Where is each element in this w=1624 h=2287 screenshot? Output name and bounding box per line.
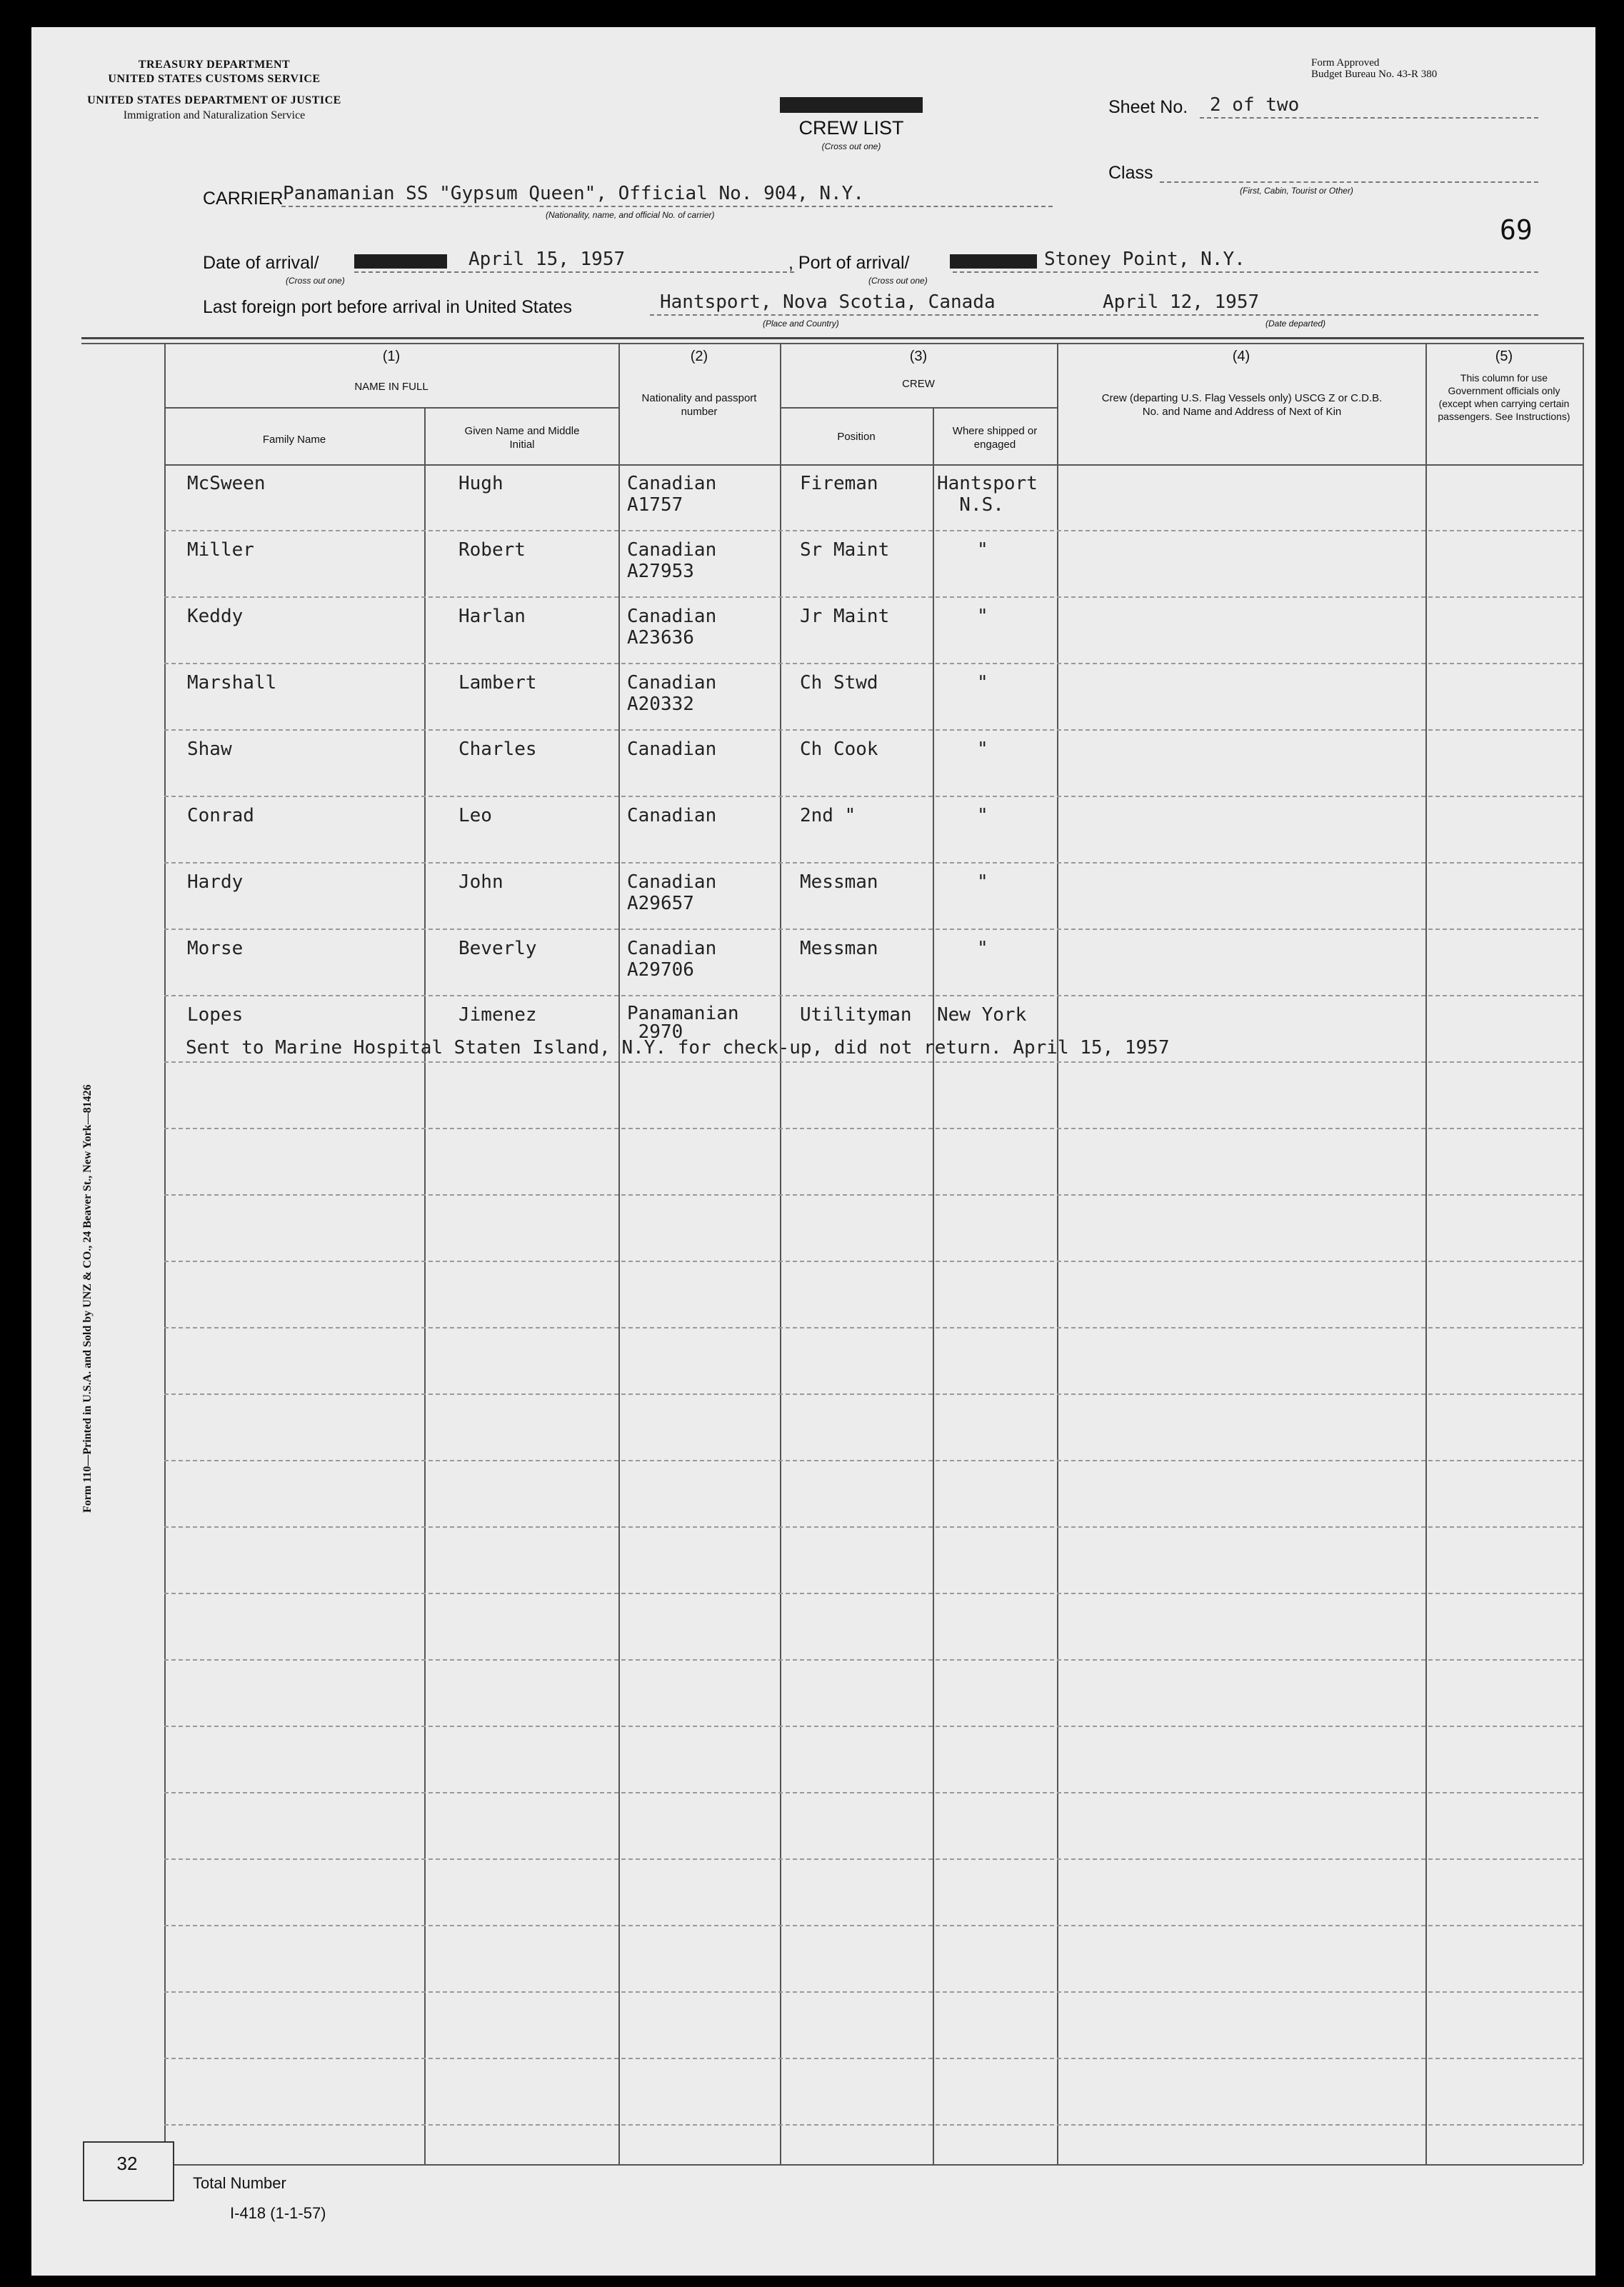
row1-shipped: Hantsport N.S. [937,473,1038,516]
date-value: April 15, 1957 [468,249,626,270]
col3-title: CREW [902,378,935,390]
row3-given: Harlan [458,606,526,627]
row3-position: Jr Maint [800,606,890,627]
crossed-out-title [780,97,923,113]
class-note: (First, Cabin, Tourist or Other) [1240,186,1353,196]
row5-shipped: " [977,739,988,760]
lastport-value: Hantsport, Nova Scotia, Canada [660,291,996,313]
row9-given: Jimenez [458,1004,537,1026]
sheet-label: Sheet No. [1108,97,1188,117]
row4-position: Ch Stwd [800,672,878,694]
form-title: CREW LIST [798,117,904,139]
row6-family: Conrad [187,805,254,826]
crossed-out-port-word [950,254,1037,269]
col5-title: This column for use Government officials only (except when carrying certain passengers. See Instructions) [1438,372,1570,422]
form-approved: Form Approved [1311,57,1380,69]
row8-position: Messman [800,938,878,959]
side-printer-text: Form 110—Printed in U.S.A. and Sold by UNZ & CO., 24 Beaver St., New York—81426 [81,1084,94,1513]
col4-title: Crew (departing U.S. Flag Vessels only) USCG Z or C.D.B. No. and Name and Address of Next of Kin [1101,392,1383,418]
col3-number: (3) [909,349,928,364]
row7-shipped: " [977,871,988,893]
row6-nationality: Canadian [627,805,717,826]
row8-nationality: Canadian A29706 [627,938,717,981]
row1-family: McSween [187,473,266,494]
departed-value: April 12, 1957 [1103,291,1260,313]
row5-position: Ch Cook [800,739,878,760]
row9-shipped: New York [937,1004,1027,1026]
total-label: Total Number [193,2174,286,2192]
row2-nationality: Canadian A27953 [627,539,717,582]
form-code: I-418 (1-1-57) [230,2204,326,2222]
date-label: Date of arrival/ [203,253,319,273]
row6-given: Leo [458,805,492,826]
row7-position: Messman [800,871,878,893]
carrier-note: (Nationality, name, and official No. of carrier) [546,210,715,220]
row9-family: Lopes [187,1004,244,1026]
agency-justice: UNITED STATES DEPARTMENT OF JUSTICE [87,94,341,106]
departed-note: (Date departed) [1265,319,1326,329]
total-value: 32 [116,2153,138,2174]
row1-position: Fireman [800,473,878,494]
remark-note: Sent to Marine Hospital Staten Island, N.Y. for check-up, did not return. April 15, 1957 [186,1037,1170,1059]
row5-nationality: Canadian [627,739,717,760]
port-note: (Cross out one) [868,276,928,286]
row8-shipped: " [977,938,988,959]
crew-list-form [31,27,1595,2276]
agency-ins: Immigration and Naturalization Service [123,109,306,121]
row7-given: John [458,871,503,893]
row1-nationality: Canadian A1757 [627,473,717,516]
col2-title: Nationality and passport number [641,392,757,418]
col2-number: (2) [690,349,708,364]
agency-treasury: TREASURY DEPARTMENT [138,59,291,71]
col-where-shipped: Where shipped or engaged [952,425,1038,451]
title-note: (Cross out one) [821,141,881,151]
sheet-value: 2 of two [1210,94,1300,116]
row2-family: Miller [187,539,254,561]
row8-given: Beverly [458,938,537,959]
row8-family: Morse [187,938,244,959]
row6-shipped: " [977,805,988,826]
row9-nationality: Panamanian 2970 [627,1003,739,1043]
port-value: Stoney Point, N.Y. [1044,249,1245,270]
row3-family: Keddy [187,606,244,627]
row5-family: Shaw [187,739,232,760]
carrier-value: Panamanian SS "Gypsum Queen", Official No. 904, N.Y. [283,183,864,204]
row4-family: Marshall [187,672,277,694]
row1-given: Hugh [458,473,503,494]
row2-shipped: " [977,539,988,561]
row7-family: Hardy [187,871,244,893]
col-family-name: Family Name [262,434,326,446]
col-position: Position [837,431,876,443]
lastport-label: Last foreign port before arrival in United States [203,297,572,317]
page-number: 69 [1500,214,1533,246]
row4-nationality: Canadian A20332 [627,672,717,715]
row2-given: Robert [458,539,526,561]
row3-nationality: Canadian A23636 [627,606,717,649]
date-note: (Cross out one) [286,276,345,286]
row6-position: 2nd " [800,805,856,826]
carrier-label: CARRIER [203,189,284,209]
port-label: , Port of arrival/ [788,253,910,273]
row5-given: Charles [458,739,537,760]
col1-title: NAME IN FULL [354,381,428,393]
row3-shipped: " [977,606,988,627]
row2-position: Sr Maint [800,539,890,561]
budget-bureau: Budget Bureau No. 43-R 380 [1311,69,1438,80]
col-given-name: Given Name and Middle Initial [464,425,580,451]
row4-shipped: " [977,672,988,694]
agency-customs: UNITED STATES CUSTOMS SERVICE [108,73,321,85]
row7-nationality: Canadian A29657 [627,871,717,914]
col5-number: (5) [1495,349,1513,364]
row9-position: Utilityman [800,1004,912,1026]
crossed-out-date-word [354,254,447,269]
col4-number: (4) [1232,349,1250,364]
lastport-note: (Place and Country) [763,319,839,329]
row4-given: Lambert [458,672,537,694]
class-label: Class [1108,163,1153,183]
col1-number: (1) [382,349,401,364]
